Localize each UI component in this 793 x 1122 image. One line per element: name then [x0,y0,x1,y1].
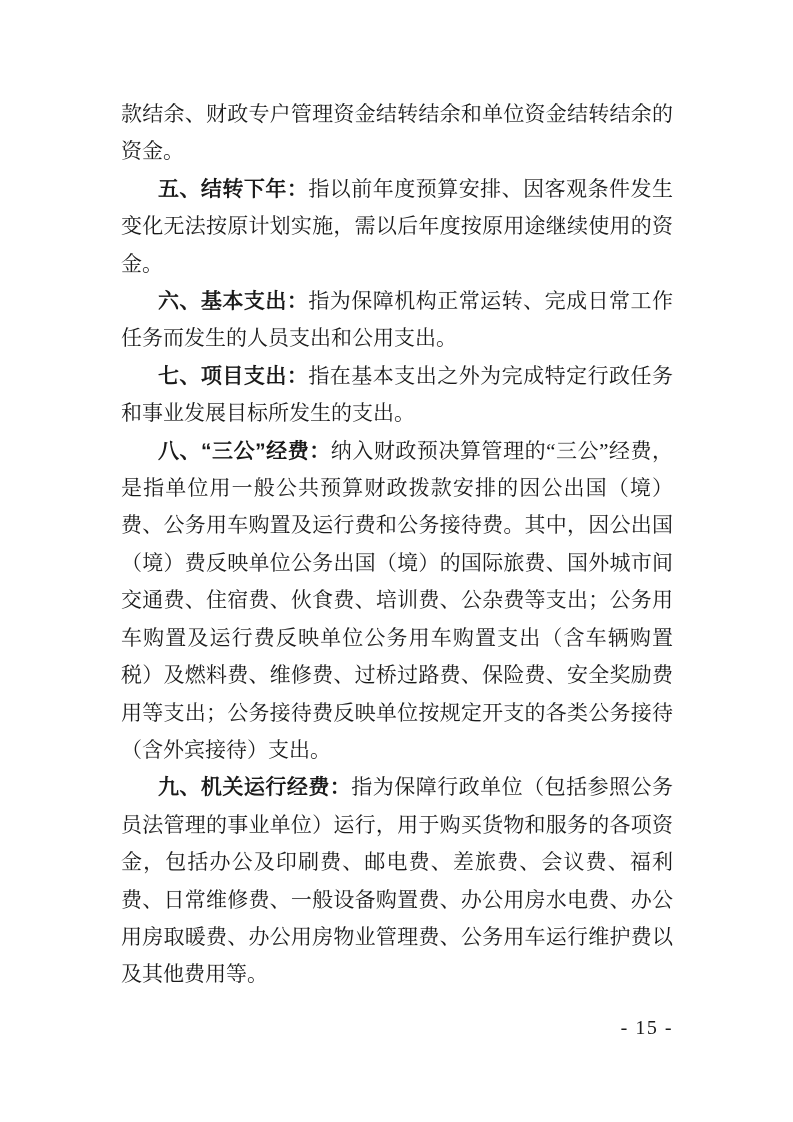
definition-carry-forward [121,171,673,283]
term-definition: 指为保障行政单位（包括参照公务员法管理的事业单位）运行，用于购买货物和服务的各项资金，包括办公及印刷费、邮电费、差旅费、会议费、福利费、日常维修费、一般设备购置费、办公用房水电费、办公用房取暖费、办公用房物业管理费、公务用车运行维护费以及其他费用等。 [121,775,674,987]
term-definition: 指为保障机构正常运转、完成日常工作任务而发生的人员支出和公用支出。 [121,289,674,351]
term-label: 八、“三公”经费： [157,439,331,463]
document-body [121,96,673,994]
page-number: - 15 - [620,1017,673,1039]
paragraph-continuation [121,96,673,171]
term-definition: 指在基本支出之外为完成特定行政任务和事业发展目标所发生的支出。 [121,363,674,426]
term-definition: 指以前年度预算安排、因客观条件发生变化无法按原计划实施，需以后年度按原用途继续使用的资金。 [121,176,674,276]
page-footer [121,1017,673,1040]
definition-three-public-funds [121,433,673,770]
definition-basic-expenditure [121,283,673,358]
term-definition: 纳入财政预决算管理的“三公”经费，是指单位用一般公共预算财政拨款安排的因公出国（境）费、公务用车购置及运行费和公务接待费。其中，因公出国（境）费反映单位公务出国（境）的国际旅费、国外城市间交通费、住宿费、伙食费、培训费、公杂费等支出；公务用车购置及运行费反映单位公务用车购置支出（含车辆购置税）及燃料费、维修费、过桥过路费、保险费、安全奖励费用等支出；公务接待费反映单位按规定开支的各类公务接待（含外宾接待）支出。 [121,438,674,762]
definition-project-expenditure [121,358,673,433]
term-label: 五、结转下年： [157,177,309,201]
paragraph-text: 款结余、财政专户管理资金结转结余和单位资金结转结余的资金。 [121,102,673,164]
definition-agency-operating-funds [121,769,673,993]
term-label: 九、机关运行经费： [157,776,352,800]
term-label: 六、基本支出： [157,290,309,314]
term-label: 七、项目支出： [157,364,309,388]
